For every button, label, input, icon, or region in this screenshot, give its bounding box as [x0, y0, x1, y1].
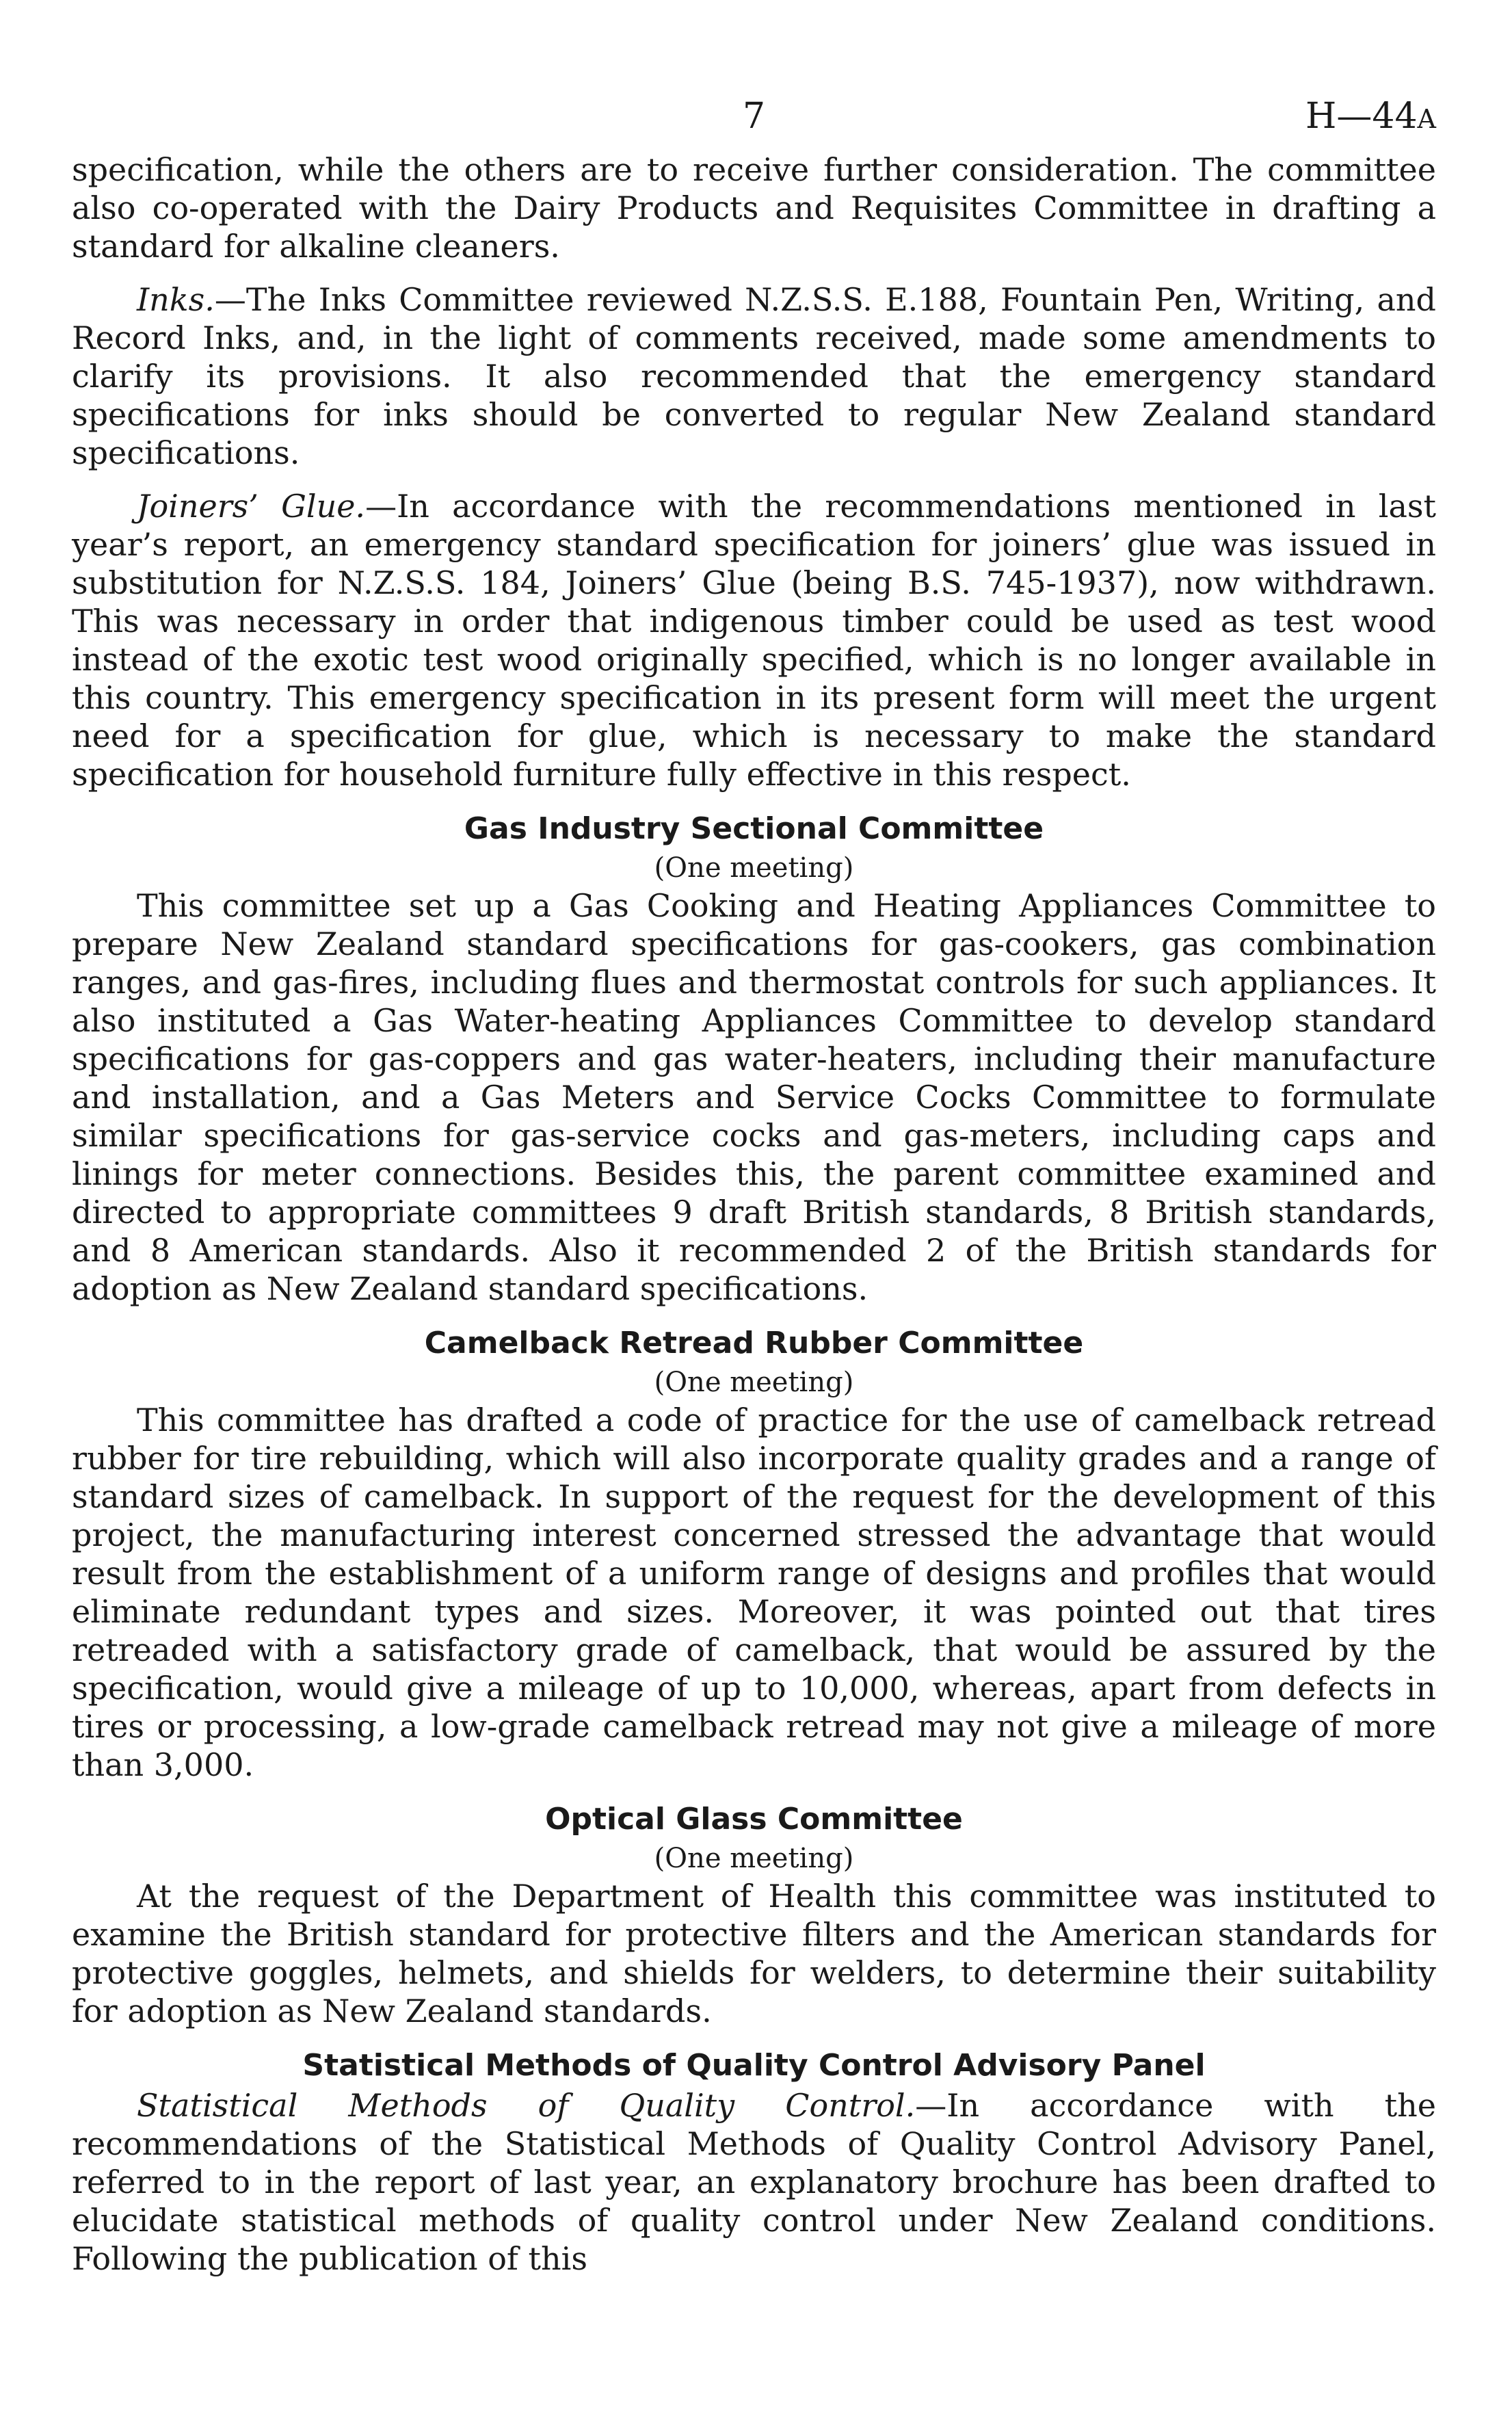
intro-paragraph: specification, while the others are to receive further consideration. The committee also co-operated with the Dairy Products and Requisites Committee in drafting a standard for alkaline cleaners.: [72, 151, 1436, 265]
gas-industry-meetings: (One meeting): [654, 852, 854, 884]
optical-glass-meetings: (One meeting): [654, 1843, 854, 1874]
gas-industry-heading: Gas Industry Sectional Committee: [464, 811, 1044, 846]
statistical-methods-paragraph: [72, 2086, 1436, 2278]
optical-glass-paragraph: At the request of the Department of Health this committee was instituted to examine the British standard for protective filters and the American standards for protective goggles, helmets, and shields for welders, to determine their suitability for adoption as New Zealand standards.: [72, 1878, 1436, 2029]
document-page: [72, 96, 1436, 2278]
page-header: [72, 96, 1436, 150]
statistical-methods-heading: Statistical Methods of Quality Control Advisory Panel: [302, 2048, 1206, 2083]
statistical-methods-text: —In accordance with the recommendations of the Statistical Methods of Quality Control Advisory Panel, referred to in the report of last year, an explanatory brochure has been drafted to elucidate statistical methods of quality control under New Zealand conditions. Following the publication of this: [72, 2087, 1436, 2277]
camelback-heading: Camelback Retread Rubber Committee: [424, 1326, 1084, 1361]
joiners-glue-text: —In accordance with the recommendations mentioned in last year’s report, an emergency standard specification for joiners’ glue was issued in substitution for N.Z.S.S. 184, Joiners’ Glue (being B.S. 745-1937), now withdrawn. This was necessary in order that indigenous timber could be used as test wood instead of the exotic test wood originally specified, which is no longer available in this country. This emergency specification in its present form will meet the urgent need for a specification for glue, which is necessary to make the standard specification for household furniture fully effective in this respect.: [72, 488, 1436, 793]
inks-paragraph: [72, 280, 1436, 472]
inks-lead: Inks.: [137, 281, 215, 318]
gas-industry-paragraph: This committee set up a Gas Cooking and Heating Appliances Committee to prepare New Zealand standard specifications for gas-cookers, gas combination ranges, and gas-fires, including flues and thermostat controls for such appliances. It also instituted a Gas Water-heating Appliances Committee to develop standard specifications for gas-coppers and gas water-heaters, including their manufacture and installation, and a Gas Meters and Service Cocks Committee to formulate similar specifications for gas-service cocks and gas-meters, including caps and linings for meter connections. Besides this, the parent committee examined and directed to appropriate committees 9 draft British standards, 8 British standards, and 8 American standards. Also it recommended 2 of the British standards for adoption as New Zealand standard specifications.: [72, 887, 1436, 1307]
document-reference-suffix: A: [1417, 104, 1436, 134]
document-reference: [1305, 96, 1436, 137]
joiners-glue-paragraph: [72, 487, 1436, 793]
camelback-paragraph: This committee has drafted a code of practice for the use of camelback retread rubber for tire rebuilding, which will also incorporate quality grades and a range of standard sizes of camelback. In support of the request for the development of this project, the manufacturing interest concerned stressed the advantage that would result from the establishment of a uniform range of designs and profiles that would eliminate redundant types and sizes. Moreover, it was pointed out that tires retreaded with a satisfactory grade of camelback, that would be assured by the specification, would give a mileage of up to 10,000, whereas, apart from defects in tires or processing, a low-grade camelback retread may not give a mileage of more than 3,000.: [72, 1402, 1436, 1783]
joiners-glue-lead: Joiners’ Glue.: [137, 488, 366, 525]
optical-glass-heading: Optical Glass Committee: [545, 1802, 963, 1837]
statistical-methods-lead: Statistical Methods of Quality Control.: [137, 2087, 916, 2124]
page-number: 7: [742, 96, 766, 137]
document-reference-main: H—44: [1305, 96, 1418, 137]
camelback-meetings: (One meeting): [654, 1367, 854, 1398]
inks-text: —The Inks Committee reviewed N.Z.S.S. E.188, Fountain Pen, Writing, and Record Inks, and, in the light of comments received, made some amendments to clarify its provisions. It also recommended that the emergency standard specifications for inks should be converted to regular New Zealand standard specifications.: [72, 281, 1436, 471]
